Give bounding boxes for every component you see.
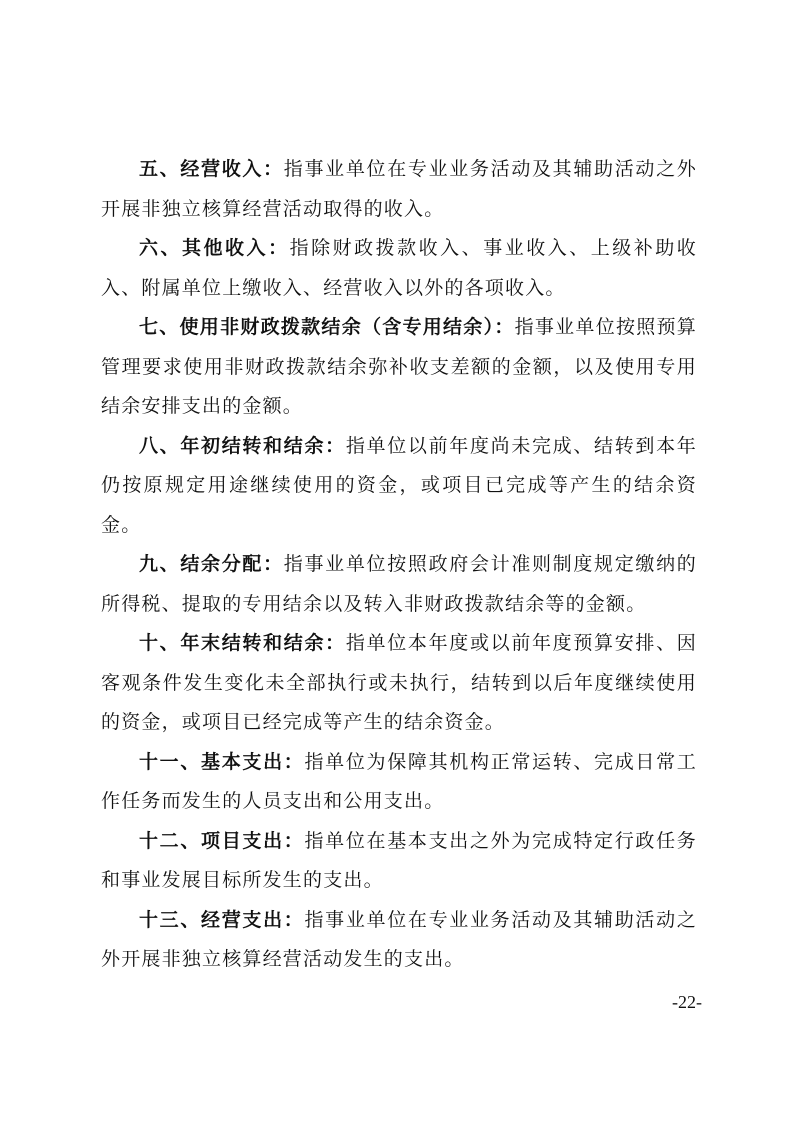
definition-paragraph	[101, 822, 697, 901]
definition-term: 九、结余分配：	[139, 553, 284, 575]
definition-text: 指事业单位按照政府会计准则制度规定缴纳的所得税、提取的专用结余以及转入非财政拨款结余等的金额。	[101, 553, 697, 615]
definition-text: 指事业单位在专业业务活动及其辅助活动之外开展非独立核算经营活动取得的收入。	[101, 158, 697, 220]
definition-text: 指单位本年度或以前年度预算安排、因客观条件发生变化未全部执行或未执行，结转到以后年度继续使用的资金，或项目已经完成等产生的结余资金。	[101, 632, 697, 733]
definition-text: 指单位为保障其机构正常运转、完成日常工作任务而发生的人员支出和公用支出。	[101, 750, 697, 812]
definition-term: 六、其他收入：	[139, 237, 290, 259]
definition-text: 指事业单位按照预算管理要求使用非财政拨款结余弥补收支差额的金额，以及使用专用结余安排支出的金额。	[101, 316, 697, 417]
definition-paragraph	[101, 743, 697, 822]
definition-paragraph	[101, 545, 697, 624]
definition-term: 十一、基本支出：	[139, 750, 305, 773]
definition-paragraph	[101, 150, 697, 229]
definition-paragraph	[101, 901, 697, 980]
definition-text: 指单位在基本支出之外为完成特定行政任务和事业发展目标所发生的支出。	[101, 829, 697, 891]
definition-text: 指除财政拨款收入、事业收入、上级补助收入、附属单位上缴收入、经营收入以外的各项收入。	[101, 237, 697, 299]
definition-term: 七、使用非财政拨款结余（含专用结余）：	[139, 316, 515, 338]
definition-text: 指单位以前年度尚未完成、结转到本年仍按原规定用途继续使用的资金，或项目已完成等产生的结余资金。	[101, 434, 697, 536]
definition-term: 十、年末结转和结余：	[139, 632, 346, 654]
definition-paragraph	[101, 624, 697, 743]
definition-term: 八、年初结转和结余：	[139, 434, 346, 457]
definition-paragraph	[101, 427, 697, 546]
definition-term: 十二、项目支出：	[139, 829, 305, 852]
definition-text: 指事业单位在专业业务活动及其辅助活动之外开展非独立核算经营活动发生的支出。	[101, 908, 697, 970]
definition-paragraph	[101, 308, 697, 427]
definition-term: 五、经营收入：	[139, 158, 284, 180]
definition-paragraph	[101, 229, 697, 308]
page-number: -22-	[672, 992, 702, 1012]
document-body	[101, 150, 697, 980]
definition-term: 十三、经营支出：	[139, 908, 305, 931]
